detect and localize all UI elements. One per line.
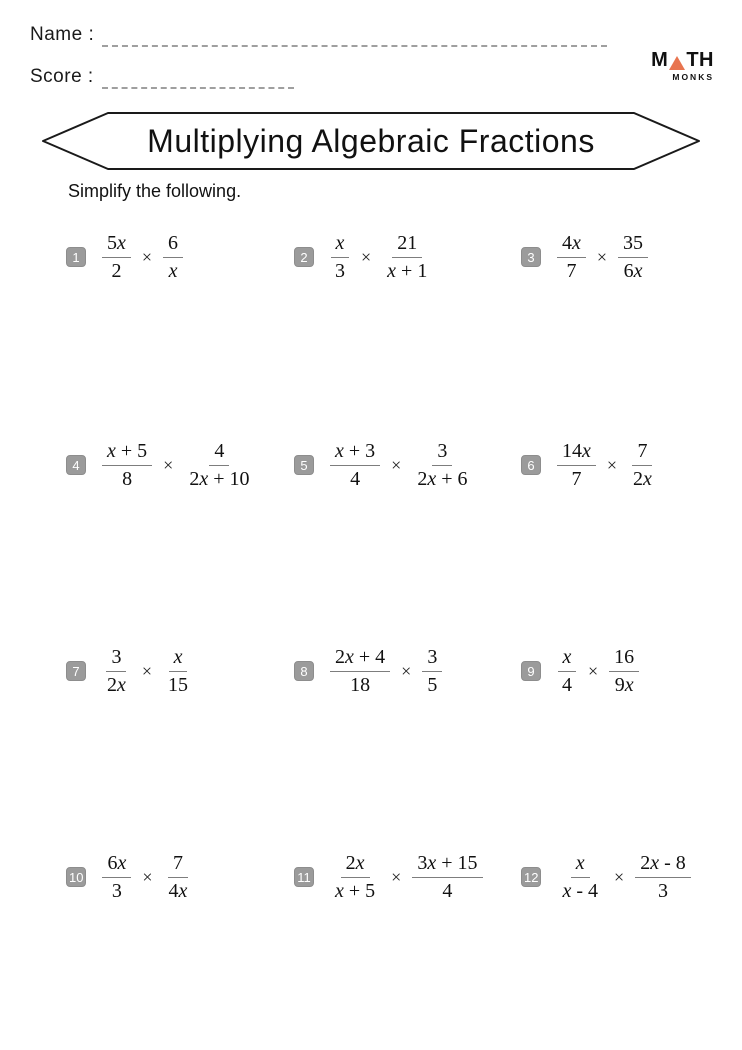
problem-number-badge: 8 xyxy=(294,661,314,681)
fraction xyxy=(184,440,254,491)
fraction-numerator: 21 xyxy=(392,232,422,258)
problem-5 xyxy=(294,436,473,494)
fraction-numerator: x xyxy=(331,232,350,258)
problem-number-badge: 10 xyxy=(66,867,86,887)
problem-number-badge: 5 xyxy=(294,455,314,475)
fraction xyxy=(102,440,152,491)
fraction-numerator: 2x xyxy=(341,852,370,878)
problem-number-badge: 4 xyxy=(66,455,86,475)
fraction xyxy=(102,232,131,283)
fraction xyxy=(382,232,432,283)
math-monks-logo xyxy=(651,50,714,82)
problem-2 xyxy=(294,228,432,286)
problem-3 xyxy=(521,228,648,286)
problem-10 xyxy=(66,848,192,906)
problem-8 xyxy=(294,642,442,700)
fraction-numerator: 14x xyxy=(557,440,596,466)
name-field-row xyxy=(30,24,607,47)
score-blank-line xyxy=(102,72,294,89)
fraction xyxy=(163,232,183,283)
name-blank-line xyxy=(102,30,607,47)
fraction xyxy=(557,440,596,491)
multiply-operator: × xyxy=(391,866,402,887)
fraction xyxy=(330,440,380,491)
fraction-numerator: 3x + 15 xyxy=(412,852,482,878)
problem-number-badge: 2 xyxy=(294,247,314,267)
fraction-numerator: 5x xyxy=(102,232,131,258)
logo-triangle-icon xyxy=(669,56,685,70)
fraction-denominator: 9x xyxy=(614,673,634,696)
fraction-numerator: 4x xyxy=(557,232,586,258)
fraction-denominator: 3 xyxy=(111,879,122,902)
multiply-operator: × xyxy=(614,866,625,887)
fraction-denominator: 5 xyxy=(427,673,438,696)
fraction xyxy=(618,232,648,283)
logo-text-th: TH xyxy=(686,49,714,71)
fraction xyxy=(330,852,380,903)
multiply-operator: × xyxy=(588,660,599,681)
fraction xyxy=(635,852,691,903)
multiply-operator: × xyxy=(142,866,153,887)
problem-number-badge: 11 xyxy=(294,867,314,887)
fraction xyxy=(164,852,193,903)
fraction xyxy=(102,646,131,697)
fraction xyxy=(330,232,350,283)
fraction-denominator: 4x xyxy=(168,879,188,902)
problem-7 xyxy=(66,642,193,700)
fraction xyxy=(609,646,639,697)
fraction-numerator: x xyxy=(558,646,577,672)
fraction-numerator: x + 3 xyxy=(330,440,380,466)
fraction-denominator: 2x + 10 xyxy=(189,467,250,490)
fraction xyxy=(422,646,442,697)
fraction-denominator: 18 xyxy=(350,673,371,696)
fraction-denominator: 8 xyxy=(122,467,133,490)
name-label: Name : xyxy=(30,24,95,45)
logo-subtext: MONKS xyxy=(672,72,714,82)
fraction-numerator: x xyxy=(169,646,188,672)
fraction-denominator: 3 xyxy=(657,879,668,902)
fraction-denominator: x + 5 xyxy=(335,879,376,902)
fraction xyxy=(412,852,482,903)
problem-number-badge: 6 xyxy=(521,455,541,475)
fraction-denominator: 2x xyxy=(107,673,126,696)
problem-6 xyxy=(521,436,657,494)
fraction xyxy=(102,852,131,903)
multiply-operator: × xyxy=(141,246,153,267)
multiply-operator: × xyxy=(606,454,618,475)
problem-number-badge: 1 xyxy=(66,247,86,267)
fraction-numerator: 6x xyxy=(102,852,131,878)
fraction xyxy=(557,852,603,903)
problem-11 xyxy=(294,848,483,906)
fraction xyxy=(412,440,472,491)
fraction-numerator: 3 xyxy=(432,440,452,466)
problem-number-badge: 7 xyxy=(66,661,86,681)
fraction-numerator: 3 xyxy=(106,646,126,672)
fraction-denominator: x - 4 xyxy=(562,879,599,902)
page-title: Multiplying Algebraic Fractions xyxy=(147,122,595,159)
fraction-numerator: 7 xyxy=(168,852,188,878)
instruction-text: Simplify the following. xyxy=(68,181,242,201)
fraction-denominator: 4 xyxy=(350,467,361,490)
fraction-denominator: 4 xyxy=(562,673,572,696)
problem-number-badge: 12 xyxy=(521,867,541,887)
fraction-numerator: x xyxy=(571,852,590,878)
problem-number-badge: 3 xyxy=(521,247,541,267)
fraction-numerator: 16 xyxy=(609,646,639,672)
fraction-denominator: 2x xyxy=(633,467,652,490)
fraction-denominator: 4 xyxy=(442,879,453,902)
multiply-operator: × xyxy=(596,246,608,267)
fraction xyxy=(163,646,193,697)
fraction xyxy=(330,646,390,697)
fraction-denominator: 2x + 6 xyxy=(417,467,468,490)
fraction-numerator: 35 xyxy=(618,232,648,258)
multiply-operator: × xyxy=(163,454,174,475)
multiply-operator: × xyxy=(391,454,402,475)
fraction xyxy=(557,646,577,697)
fraction xyxy=(628,440,657,491)
score-label: Score : xyxy=(30,66,94,87)
fraction-denominator: 7 xyxy=(566,259,577,282)
multiply-operator: × xyxy=(141,660,153,681)
multiply-operator: × xyxy=(401,660,412,681)
problem-number-badge: 9 xyxy=(521,661,541,681)
logo-wordmark xyxy=(651,50,714,70)
fraction-denominator: 3 xyxy=(335,259,345,282)
fraction-numerator: 3 xyxy=(422,646,442,672)
fraction-numerator: x + 5 xyxy=(102,440,152,466)
fraction-numerator: 2x - 8 xyxy=(635,852,691,878)
fraction-denominator: 7 xyxy=(571,467,582,490)
logo-text-m: M xyxy=(651,49,669,71)
title-banner xyxy=(40,110,702,172)
fraction-numerator: 7 xyxy=(632,440,652,466)
fraction-denominator: 6x xyxy=(623,259,643,282)
problem-1 xyxy=(66,228,183,286)
multiply-operator: × xyxy=(361,246,372,267)
fraction xyxy=(557,232,586,283)
fraction-denominator: 15 xyxy=(168,673,189,696)
problem-12 xyxy=(521,848,691,906)
fraction-numerator: 6 xyxy=(163,232,183,258)
problem-4 xyxy=(66,436,255,494)
fraction-numerator: 4 xyxy=(209,440,229,466)
score-field-row xyxy=(30,66,294,89)
fraction-denominator: x xyxy=(168,259,178,282)
fraction-denominator: 2 xyxy=(111,259,122,282)
fraction-denominator: x + 1 xyxy=(387,259,428,282)
fraction-numerator: 2x + 4 xyxy=(330,646,390,672)
problem-9 xyxy=(521,642,639,700)
